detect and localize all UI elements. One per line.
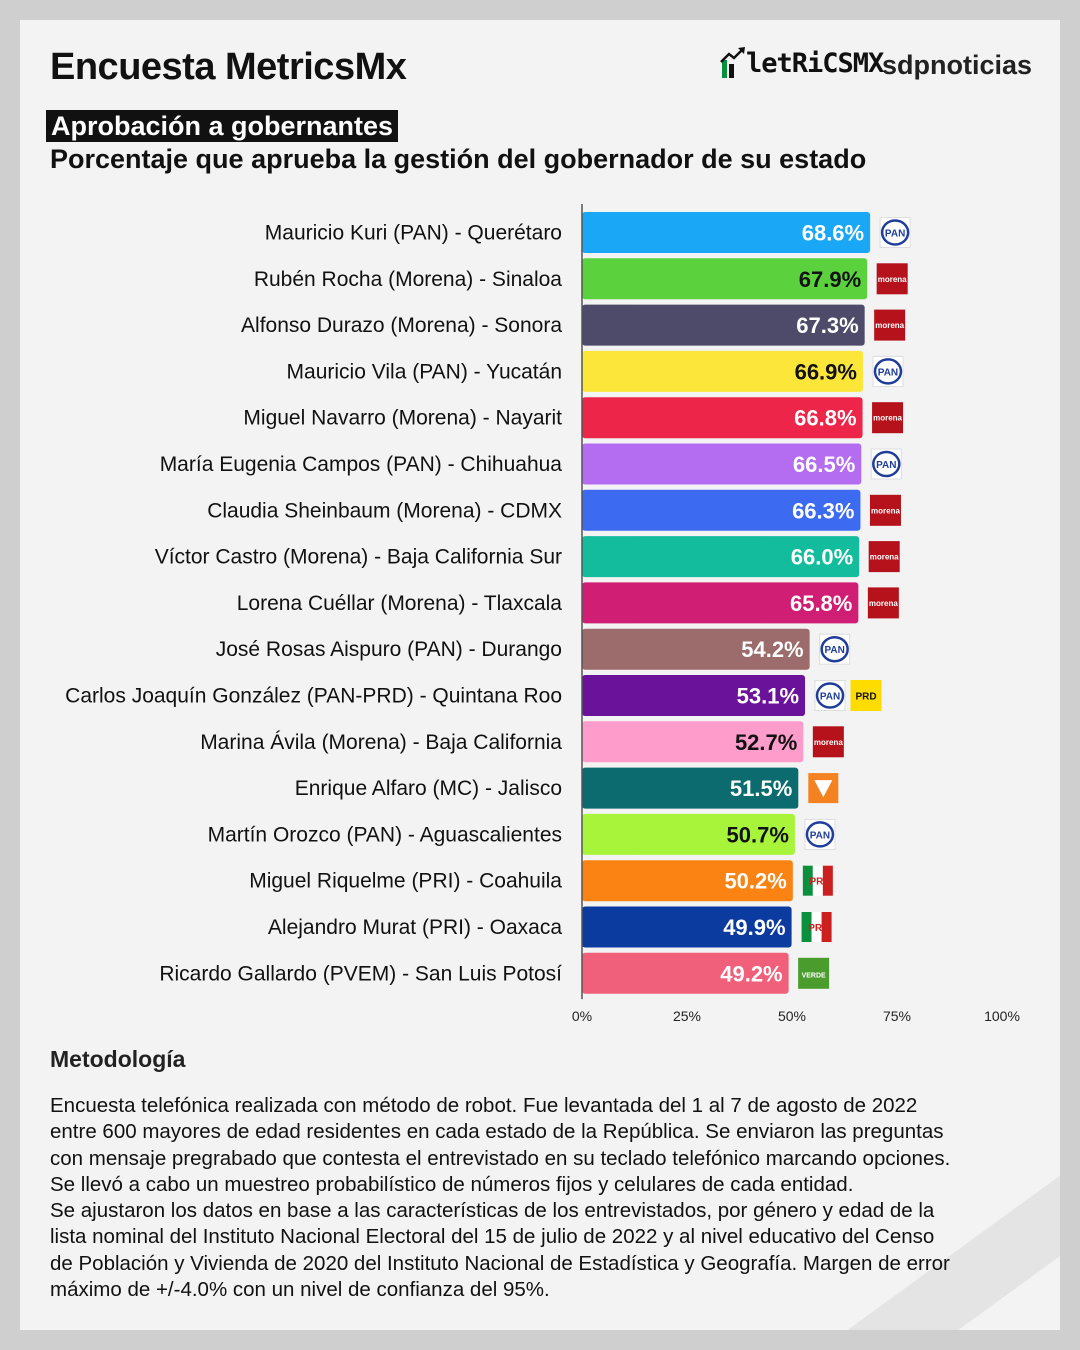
value-label: 66.9% bbox=[794, 359, 857, 385]
morena-logo-text: morena bbox=[871, 506, 900, 516]
infographic-card bbox=[20, 20, 1060, 1330]
morena-logo-text: morena bbox=[869, 552, 899, 562]
category-label: Enrique Alfaro (MC) - Jalisco bbox=[294, 777, 562, 801]
sdpnoticias-logo: sdpnoticias bbox=[882, 50, 1033, 80]
value-label: 66.0% bbox=[790, 544, 854, 570]
pan-logo-text: PAN bbox=[884, 228, 906, 240]
value-label: 54.2% bbox=[741, 637, 804, 663]
category-label: Mauricio Vila (PAN) - Yucatán bbox=[286, 360, 562, 384]
methodology-text bbox=[50, 1093, 1040, 1303]
section-label: Aprobación a gobernantes bbox=[46, 110, 398, 142]
value-label: 68.6% bbox=[801, 220, 865, 246]
x-tick-label: 0% bbox=[571, 1008, 593, 1025]
methodology-line: máximo de +/-4.0% con un nivel de confianza del 95%. bbox=[50, 1278, 550, 1302]
category-label: Carlos Joaquín González (PAN-PRD) - Quintana Roo bbox=[65, 684, 562, 708]
category-label: José Rosas Aispuro (PAN) - Durango bbox=[215, 638, 562, 662]
pan-logo-text: PAN bbox=[819, 691, 841, 703]
x-tick-label: 50% bbox=[777, 1008, 807, 1025]
value-label: 53.1% bbox=[736, 683, 800, 709]
category-label: Rubén Rocha (Morena) - Sinaloa bbox=[253, 267, 562, 291]
methodology-line: Se ajustaron los datos en base a las características de los entrevistados, por género y edad de la bbox=[50, 1199, 935, 1223]
category-label: Lorena Cuéllar (Morena) - Tlaxcala bbox=[236, 591, 562, 615]
methodology-line: con mensaje pregrabado que contesta el entrevistado en su teclado telefónico marcando opciones. bbox=[50, 1146, 951, 1170]
category-label: Marina Ávila (Morena) - Baja California bbox=[200, 730, 562, 754]
morena-logo-text: morena bbox=[875, 321, 905, 331]
methodology-line: Se llevó a cabo un muestreo probabilístico de números fijos y celulares de cada entidad. bbox=[50, 1172, 854, 1196]
x-tick-label: 100% bbox=[984, 1008, 1020, 1025]
x-tick-label: 75% bbox=[882, 1008, 912, 1025]
verde-logo-text: VERDE bbox=[801, 972, 826, 980]
value-label: 67.9% bbox=[798, 266, 862, 292]
methodology-line: entre 600 mayores de edad residentes en cada estado de la República. Se enviaron las preguntas bbox=[50, 1120, 944, 1144]
methodology-line: lista nominal del Instituto Nacional Electoral del 15 de julio de 2022 y al nivel educativo del Censo bbox=[50, 1225, 935, 1249]
morena-logo-text: morena bbox=[813, 737, 843, 747]
value-label: 66.3% bbox=[792, 498, 855, 524]
value-label: 52.7% bbox=[734, 729, 798, 755]
page-title: Encuesta MetricsMx bbox=[50, 46, 407, 88]
pan-logo-text: PAN bbox=[877, 367, 899, 379]
value-label: 66.8% bbox=[794, 405, 857, 431]
morena-logo-text: morena bbox=[868, 598, 898, 608]
methodology-line: Encuesta telefónica realizada con método de robot. Fue levantada del 1 al 7 de agosto de 2022 bbox=[50, 1094, 918, 1117]
pan-logo-text: PAN bbox=[824, 645, 845, 657]
category-label: Ricardo Gallardo (PVEM) - San Luis Potosí bbox=[159, 962, 562, 986]
value-label: 51.5% bbox=[729, 776, 793, 802]
prd-logo-text: PRD bbox=[855, 691, 877, 703]
category-label: Claudia Sheinbaum (Morena) - CDMX bbox=[207, 499, 562, 523]
category-label: Martín Orozco (PAN) - Aguascalientes bbox=[207, 823, 562, 847]
morena-logo-text: morena bbox=[877, 274, 907, 284]
value-label: 67.3% bbox=[796, 313, 859, 339]
category-label: Alfonso Durazo (Morena) - Sonora bbox=[241, 314, 562, 338]
metricsmx-logo-text: letRiCSMX bbox=[746, 47, 884, 79]
chart-subtitle: Porcentaje que aprueba la gestión del gobernador de su estado bbox=[50, 144, 867, 174]
category-label: Alejandro Murat (PRI) - Oaxaca bbox=[267, 916, 562, 939]
pri-logo-text: PRI bbox=[808, 923, 825, 934]
category-label: Miguel Riquelme (PRI) - Coahuila bbox=[249, 869, 562, 893]
morena-logo-text: morena bbox=[873, 413, 903, 423]
approval-bar-chart bbox=[20, 20, 1060, 1030]
methodology-title: Metodología bbox=[50, 1046, 186, 1072]
pri-logo-text: PRI bbox=[809, 876, 827, 888]
value-label: 50.7% bbox=[726, 822, 789, 848]
category-label: Víctor Castro (Morena) - Baja California Sur bbox=[154, 545, 562, 569]
category-label: María Eugenia Campos (PAN) - Chihuahua bbox=[159, 453, 562, 476]
value-label: 49.2% bbox=[720, 961, 783, 987]
pan-logo-text: PAN bbox=[809, 830, 831, 842]
value-label: 66.5% bbox=[792, 452, 856, 477]
methodology-line: de Población y Vivienda de 2020 del Instituto Nacional de Estadística y Geografía. Margen de error bbox=[50, 1251, 950, 1275]
value-label: 49.9% bbox=[723, 915, 786, 940]
pan-logo-text: PAN bbox=[876, 460, 897, 471]
value-label: 65.8% bbox=[789, 590, 853, 616]
x-tick-label: 25% bbox=[672, 1008, 702, 1025]
category-label: Mauricio Kuri (PAN) - Querétaro bbox=[264, 221, 562, 245]
category-label: Miguel Navarro (Morena) - Nayarit bbox=[243, 406, 562, 430]
value-label: 50.2% bbox=[724, 868, 787, 894]
